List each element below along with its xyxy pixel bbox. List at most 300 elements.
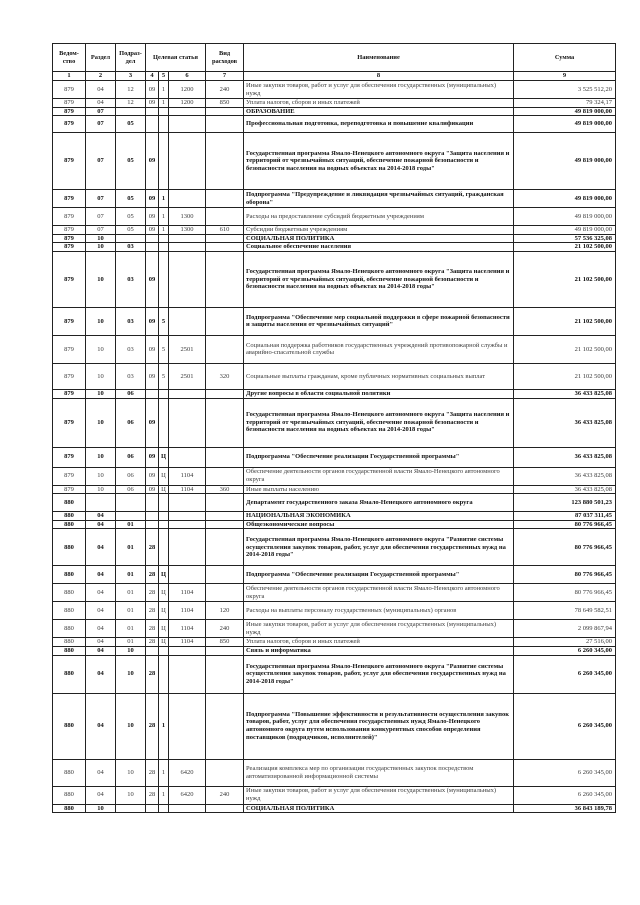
cell-expense-type-code xyxy=(206,693,244,759)
cell-program-code: 28 xyxy=(146,638,159,647)
cell-sum: 80 776 966,45 xyxy=(514,529,616,566)
cell-direction-code: 1200 xyxy=(169,99,206,108)
cell-department-code: 879 xyxy=(53,133,86,190)
cell-sum: 6 260 345,00 xyxy=(514,693,616,759)
cell-subprogram-code xyxy=(159,804,169,813)
cell-sum: 123 880 501,23 xyxy=(514,494,616,512)
cell-section-code: 04 xyxy=(86,81,116,99)
cell-name: Профессиональная подготовка, переподготовка и повышение квалификации xyxy=(244,116,514,133)
table-row xyxy=(53,363,616,389)
cell-name: СОЦИАЛЬНАЯ ПОЛИТИКА xyxy=(244,804,514,813)
cell-subprogram-code xyxy=(159,529,169,566)
cell-subprogram-code xyxy=(159,116,169,133)
cell-direction-code xyxy=(169,520,206,529)
cell-subsection-code: 03 xyxy=(116,307,146,335)
cell-name: Связь и информатика xyxy=(244,646,514,655)
cell-program-code: 28 xyxy=(146,529,159,566)
cell-direction-code xyxy=(169,243,206,252)
cell-sum: 27 516,00 xyxy=(514,638,616,647)
cell-program-code: 09 xyxy=(146,335,159,363)
cell-program-code: 28 xyxy=(146,759,159,786)
cell-name: ОБРАЗОВАНИЕ xyxy=(244,107,514,116)
table-row xyxy=(53,226,616,235)
cell-program-code: 09 xyxy=(146,307,159,335)
cell-subsection-code: 06 xyxy=(116,398,146,447)
cell-program-code: 09 xyxy=(146,447,159,467)
cell-program-code: 09 xyxy=(146,363,159,389)
cell-subprogram-code xyxy=(159,520,169,529)
cell-direction-code xyxy=(169,529,206,566)
cell-subprogram-code: 1 xyxy=(159,190,169,208)
cell-name: СОЦИАЛЬНАЯ ПОЛИТИКА xyxy=(244,234,514,243)
cell-subsection-code: 12 xyxy=(116,81,146,99)
table-row xyxy=(53,512,616,521)
cell-sum: 3 525 512,20 xyxy=(514,81,616,99)
cell-subsection-code: 12 xyxy=(116,99,146,108)
cell-department-code: 880 xyxy=(53,693,86,759)
cell-name: Подпрограмма "Повышение эффективности и результативности осуществления закупок товаров, работ, услуг для обеспечения государственных нужд Ямало-Ненецкого автономного округа путем использования конкурентных способов определения поставщиков (подрядчиков, исполнителей)" xyxy=(244,693,514,759)
cell-program-code xyxy=(146,520,159,529)
cell-section-code: 04 xyxy=(86,693,116,759)
cell-subsection-code: 10 xyxy=(116,786,146,804)
cell-name: Реализация комплекса мер по организации государственных закупок посредством автоматизированной информационной системы xyxy=(244,759,514,786)
column-number: 1 xyxy=(53,72,86,81)
cell-subprogram-code: Ц xyxy=(159,620,169,638)
cell-subprogram-code xyxy=(159,243,169,252)
table-row xyxy=(53,389,616,398)
column-number: 3 xyxy=(116,72,146,81)
cell-program-code xyxy=(146,389,159,398)
cell-direction-code: 1104 xyxy=(169,602,206,620)
cell-expense-type-code xyxy=(206,529,244,566)
cell-section-code: 04 xyxy=(86,512,116,521)
cell-subprogram-code: 1 xyxy=(159,693,169,759)
cell-program-code: 09 xyxy=(146,99,159,108)
table-row xyxy=(53,243,616,252)
cell-direction-code xyxy=(169,655,206,693)
cell-subprogram-code xyxy=(159,133,169,190)
cell-sum: 49 819 000,00 xyxy=(514,226,616,235)
cell-direction-code: 1300 xyxy=(169,226,206,235)
cell-section-code: 07 xyxy=(86,226,116,235)
cell-program-code xyxy=(146,512,159,521)
cell-department-code: 879 xyxy=(53,116,86,133)
table-row xyxy=(53,251,616,307)
cell-program-code: 09 xyxy=(146,398,159,447)
cell-subsection-code xyxy=(116,234,146,243)
cell-subprogram-code xyxy=(159,494,169,512)
table-row xyxy=(53,133,616,190)
cell-direction-code xyxy=(169,116,206,133)
cell-program-code: 28 xyxy=(146,602,159,620)
table-body xyxy=(53,81,616,813)
cell-name: Иные закупки товаров, работ и услуг для обеспечения государственных (муниципальных) нужд xyxy=(244,786,514,804)
cell-section-code: 04 xyxy=(86,584,116,602)
cell-direction-code: 2501 xyxy=(169,363,206,389)
cell-subsection-code: 05 xyxy=(116,133,146,190)
cell-department-code: 880 xyxy=(53,512,86,521)
cell-direction-code: 1104 xyxy=(169,620,206,638)
cell-subprogram-code: Ц xyxy=(159,467,169,485)
cell-department-code: 880 xyxy=(53,620,86,638)
cell-name: Государственная программа Ямало-Ненецкого автономного округа "Защита населения и территорий от чрезвычайных ситуаций, обеспечение пожарной безопасности и безопасности населения на водных объектах на 2014-2018 годы" xyxy=(244,133,514,190)
cell-section-code: 07 xyxy=(86,133,116,190)
header-section: Раздел xyxy=(86,44,116,72)
cell-direction-code xyxy=(169,646,206,655)
cell-subsection-code: 01 xyxy=(116,529,146,566)
table-row xyxy=(53,307,616,335)
cell-expense-type-code xyxy=(206,584,244,602)
cell-section-code: 10 xyxy=(86,251,116,307)
cell-section-code: 07 xyxy=(86,107,116,116)
cell-subsection-code: 01 xyxy=(116,638,146,647)
cell-program-code: 09 xyxy=(146,485,159,494)
cell-subprogram-code: 1 xyxy=(159,786,169,804)
cell-sum: 21 102 500,00 xyxy=(514,335,616,363)
cell-subprogram-code xyxy=(159,512,169,521)
cell-subsection-code: 01 xyxy=(116,620,146,638)
column-number: 9 xyxy=(514,72,616,81)
cell-subsection-code: 10 xyxy=(116,655,146,693)
cell-direction-code: 6420 xyxy=(169,786,206,804)
cell-name: Иные выплаты населению xyxy=(244,485,514,494)
table-row xyxy=(53,602,616,620)
cell-sum: 79 324,17 xyxy=(514,99,616,108)
cell-expense-type-code: 240 xyxy=(206,786,244,804)
cell-section-code: 10 xyxy=(86,363,116,389)
cell-section-code: 10 xyxy=(86,804,116,813)
cell-subsection-code: 05 xyxy=(116,226,146,235)
cell-direction-code xyxy=(169,512,206,521)
cell-section-code: 10 xyxy=(86,398,116,447)
cell-section-code: 04 xyxy=(86,646,116,655)
cell-sum: 36 433 825,08 xyxy=(514,485,616,494)
cell-sum: 21 102 500,00 xyxy=(514,243,616,252)
cell-direction-code xyxy=(169,234,206,243)
cell-expense-type-code xyxy=(206,389,244,398)
cell-department-code: 879 xyxy=(53,226,86,235)
table-row xyxy=(53,116,616,133)
cell-subprogram-code: Ц xyxy=(159,602,169,620)
cell-department-code: 880 xyxy=(53,529,86,566)
cell-subprogram-code xyxy=(159,398,169,447)
column-number: 2 xyxy=(86,72,116,81)
cell-subprogram-code: 5 xyxy=(159,363,169,389)
cell-department-code: 880 xyxy=(53,520,86,529)
cell-department-code: 879 xyxy=(53,307,86,335)
cell-direction-code xyxy=(169,804,206,813)
cell-section-code: 10 xyxy=(86,234,116,243)
cell-sum: 57 536 325,08 xyxy=(514,234,616,243)
cell-direction-code xyxy=(169,494,206,512)
header-department: Ведом-ство xyxy=(53,44,86,72)
cell-expense-type-code xyxy=(206,494,244,512)
cell-expense-type-code: 360 xyxy=(206,485,244,494)
cell-department-code: 879 xyxy=(53,208,86,226)
cell-department-code: 880 xyxy=(53,638,86,647)
cell-subprogram-code: Ц xyxy=(159,584,169,602)
table-row xyxy=(53,566,616,584)
cell-direction-code: 1200 xyxy=(169,81,206,99)
cell-section-code: 04 xyxy=(86,655,116,693)
table-row xyxy=(53,398,616,447)
cell-direction-code xyxy=(169,133,206,190)
cell-expense-type-code xyxy=(206,190,244,208)
cell-expense-type-code: 850 xyxy=(206,638,244,647)
cell-name: Уплата налогов, сборов и иных платежей xyxy=(244,99,514,108)
table-row xyxy=(53,494,616,512)
cell-subsection-code: 01 xyxy=(116,566,146,584)
cell-subprogram-code xyxy=(159,655,169,693)
cell-program-code: 09 xyxy=(146,226,159,235)
cell-expense-type-code xyxy=(206,566,244,584)
cell-direction-code xyxy=(169,693,206,759)
cell-subprogram-code: 1 xyxy=(159,759,169,786)
cell-expense-type-code xyxy=(206,107,244,116)
cell-direction-code: 1104 xyxy=(169,467,206,485)
cell-direction-code xyxy=(169,107,206,116)
cell-subsection-code xyxy=(116,804,146,813)
cell-program-code xyxy=(146,107,159,116)
cell-expense-type-code xyxy=(206,251,244,307)
cell-department-code: 879 xyxy=(53,234,86,243)
cell-subsection-code: 01 xyxy=(116,584,146,602)
cell-subprogram-code: 1 xyxy=(159,208,169,226)
table-row xyxy=(53,620,616,638)
cell-department-code: 880 xyxy=(53,602,86,620)
cell-name: Департамент государственного заказа Ямало-Ненецкого автономного округа xyxy=(244,494,514,512)
cell-sum: 21 102 500,00 xyxy=(514,307,616,335)
cell-expense-type-code: 610 xyxy=(206,226,244,235)
cell-sum: 6 260 345,00 xyxy=(514,646,616,655)
table-row xyxy=(53,107,616,116)
cell-name: Иные закупки товаров, работ и услуг для обеспечения государственных (муниципальных) нужд xyxy=(244,620,514,638)
table-row xyxy=(53,693,616,759)
cell-expense-type-code xyxy=(206,208,244,226)
cell-program-code xyxy=(146,243,159,252)
cell-sum: 49 819 000,00 xyxy=(514,208,616,226)
cell-department-code: 879 xyxy=(53,447,86,467)
cell-program-code: 28 xyxy=(146,584,159,602)
cell-subsection-code: 03 xyxy=(116,335,146,363)
cell-direction-code: 1104 xyxy=(169,638,206,647)
cell-subprogram-code xyxy=(159,107,169,116)
table-row xyxy=(53,786,616,804)
header-target-article: Целевая статья xyxy=(146,44,206,72)
cell-section-code: 10 xyxy=(86,485,116,494)
cell-expense-type-code xyxy=(206,234,244,243)
cell-subprogram-code: Ц xyxy=(159,447,169,467)
cell-direction-code: 2501 xyxy=(169,335,206,363)
cell-subprogram-code xyxy=(159,251,169,307)
cell-name: Подпрограмма "Обеспечение реализации Государственной программы" xyxy=(244,447,514,467)
cell-section-code: 04 xyxy=(86,786,116,804)
cell-department-code: 880 xyxy=(53,566,86,584)
cell-section-code: 04 xyxy=(86,99,116,108)
cell-department-code: 879 xyxy=(53,107,86,116)
table-row xyxy=(53,646,616,655)
cell-direction-code xyxy=(169,566,206,584)
table-row xyxy=(53,447,616,467)
cell-name: Социальные выплаты гражданам, кроме публичных нормативных социальных выплат xyxy=(244,363,514,389)
cell-section-code: 04 xyxy=(86,529,116,566)
cell-direction-code xyxy=(169,398,206,447)
cell-subsection-code: 01 xyxy=(116,520,146,529)
cell-sum: 49 819 000,00 xyxy=(514,107,616,116)
cell-direction-code: 1104 xyxy=(169,584,206,602)
cell-program-code: 28 xyxy=(146,655,159,693)
cell-subprogram-code: 5 xyxy=(159,335,169,363)
column-number: 8 xyxy=(244,72,514,81)
cell-section-code: 10 xyxy=(86,307,116,335)
table-header-row xyxy=(53,44,616,72)
cell-expense-type-code xyxy=(206,655,244,693)
table-row xyxy=(53,234,616,243)
cell-name: Субсидии бюджетным учреждениям xyxy=(244,226,514,235)
table-row xyxy=(53,520,616,529)
cell-program-code xyxy=(146,494,159,512)
cell-department-code: 879 xyxy=(53,389,86,398)
cell-direction-code: 1300 xyxy=(169,208,206,226)
cell-sum: 21 102 500,00 xyxy=(514,363,616,389)
table-row xyxy=(53,638,616,647)
table-row xyxy=(53,208,616,226)
header-subsection: Подраз-дел xyxy=(116,44,146,72)
cell-section-code: 10 xyxy=(86,389,116,398)
cell-name: Социальная поддержка работников государственных учреждений противопожарной службы и аварийно-спасательной службы xyxy=(244,335,514,363)
header-name: Наименование xyxy=(244,44,514,72)
cell-subsection-code: 10 xyxy=(116,646,146,655)
cell-section-code: 10 xyxy=(86,243,116,252)
cell-subsection-code: 06 xyxy=(116,467,146,485)
cell-section-code: 07 xyxy=(86,190,116,208)
cell-department-code: 879 xyxy=(53,363,86,389)
cell-expense-type-code: 320 xyxy=(206,363,244,389)
cell-name: Социальное обеспечение населения xyxy=(244,243,514,252)
cell-subsection-code xyxy=(116,512,146,521)
cell-sum: 6 260 345,00 xyxy=(514,759,616,786)
table-row xyxy=(53,529,616,566)
cell-department-code: 880 xyxy=(53,786,86,804)
cell-subprogram-code: 1 xyxy=(159,99,169,108)
cell-department-code: 880 xyxy=(53,646,86,655)
cell-direction-code xyxy=(169,307,206,335)
table-row xyxy=(53,81,616,99)
table-row xyxy=(53,655,616,693)
cell-section-code: 07 xyxy=(86,116,116,133)
cell-direction-code xyxy=(169,389,206,398)
table-row xyxy=(53,190,616,208)
budget-table xyxy=(52,43,616,813)
cell-department-code: 880 xyxy=(53,584,86,602)
cell-program-code: 09 xyxy=(146,251,159,307)
cell-subsection-code xyxy=(116,107,146,116)
cell-name: Общеэкономические вопросы xyxy=(244,520,514,529)
table-row xyxy=(53,335,616,363)
cell-section-code: 10 xyxy=(86,335,116,363)
cell-section-code: 04 xyxy=(86,620,116,638)
column-number: 4 xyxy=(146,72,159,81)
cell-sum: 21 102 500,00 xyxy=(514,251,616,307)
cell-name: НАЦИОНАЛЬНАЯ ЭКОНОМИКА xyxy=(244,512,514,521)
cell-section-code: 04 xyxy=(86,566,116,584)
cell-expense-type-code xyxy=(206,804,244,813)
cell-name: Обеспечение деятельности органов государственной власти Ямало-Ненецкого автономного округа xyxy=(244,467,514,485)
cell-sum: 80 776 966,45 xyxy=(514,566,616,584)
cell-department-code: 879 xyxy=(53,99,86,108)
cell-sum: 36 433 825,08 xyxy=(514,447,616,467)
cell-subsection-code: 01 xyxy=(116,602,146,620)
column-numbers-row xyxy=(53,72,616,81)
cell-name: Подпрограмма "Обеспечение реализации Государственной программы" xyxy=(244,566,514,584)
header-sum: Сумма xyxy=(514,44,616,72)
cell-sum: 36 433 825,08 xyxy=(514,398,616,447)
cell-program-code: 28 xyxy=(146,620,159,638)
cell-department-code: 880 xyxy=(53,804,86,813)
table-row xyxy=(53,584,616,602)
cell-expense-type-code xyxy=(206,759,244,786)
cell-expense-type-code xyxy=(206,467,244,485)
cell-name: Подпрограмма "Обеспечение мер социальной поддержки в сфере пожарной безопасности и защиты населения от чрезвычайных ситуаций" xyxy=(244,307,514,335)
cell-sum: 49 819 000,00 xyxy=(514,116,616,133)
table-row xyxy=(53,99,616,108)
table-row xyxy=(53,485,616,494)
cell-subsection-code: 10 xyxy=(116,759,146,786)
cell-section-code: 04 xyxy=(86,638,116,647)
cell-department-code: 879 xyxy=(53,243,86,252)
cell-name: Государственная программа Ямало-Ненецкого автономного округа "Защита населения и территорий от чрезвычайных ситуаций, обеспечение пожарной безопасности и безопасности населения на водных объектах на 2014-2018 годы" xyxy=(244,398,514,447)
cell-subsection-code: 05 xyxy=(116,190,146,208)
cell-section-code: 07 xyxy=(86,208,116,226)
cell-sum: 78 649 582,51 xyxy=(514,602,616,620)
cell-department-code: 880 xyxy=(53,494,86,512)
cell-subsection-code: 03 xyxy=(116,251,146,307)
cell-subprogram-code: Ц xyxy=(159,566,169,584)
cell-name: Государственная программа Ямало-Ненецкого автономного округа "Развитие системы осуществления закупок товаров, работ, услуг для обеспечения государственных нужд на 2014-2018 годы" xyxy=(244,529,514,566)
cell-program-code: 09 xyxy=(146,467,159,485)
cell-subsection-code: 10 xyxy=(116,693,146,759)
cell-program-code: 09 xyxy=(146,190,159,208)
cell-direction-code: 6420 xyxy=(169,759,206,786)
cell-sum: 6 260 345,00 xyxy=(514,786,616,804)
cell-sum: 87 037 311,45 xyxy=(514,512,616,521)
cell-department-code: 879 xyxy=(53,81,86,99)
cell-expense-type-code: 240 xyxy=(206,620,244,638)
cell-name: Государственная программа Ямало-Ненецкого автономного округа "Защита населения и территорий от чрезвычайных ситуаций, обеспечение пожарной безопасности и безопасности населения на водных объектах на 2014-2018 годы" xyxy=(244,251,514,307)
cell-department-code: 879 xyxy=(53,335,86,363)
cell-sum: 49 819 000,00 xyxy=(514,133,616,190)
table-row xyxy=(53,804,616,813)
cell-name: Расходы на выплаты персоналу государственных (муниципальных) органов xyxy=(244,602,514,620)
cell-section-code: 04 xyxy=(86,520,116,529)
cell-sum: 2 099 867,94 xyxy=(514,620,616,638)
cell-expense-type-code xyxy=(206,398,244,447)
cell-name: Подпрограмма "Предупреждение и ликвидация чрезвычайных ситуаций, гражданская оборона" xyxy=(244,190,514,208)
cell-sum: 80 776 966,45 xyxy=(514,584,616,602)
cell-sum: 80 776 966,45 xyxy=(514,520,616,529)
cell-program-code: 09 xyxy=(146,133,159,190)
cell-section-code: 04 xyxy=(86,759,116,786)
cell-direction-code xyxy=(169,190,206,208)
cell-name: Обеспечение деятельности органов государственной власти Ямало-Ненецкого автономного округа xyxy=(244,584,514,602)
cell-direction-code xyxy=(169,447,206,467)
cell-subsection-code xyxy=(116,494,146,512)
cell-program-code xyxy=(146,804,159,813)
cell-expense-type-code xyxy=(206,520,244,529)
cell-program-code xyxy=(146,234,159,243)
cell-subprogram-code: 1 xyxy=(159,81,169,99)
cell-department-code: 879 xyxy=(53,467,86,485)
